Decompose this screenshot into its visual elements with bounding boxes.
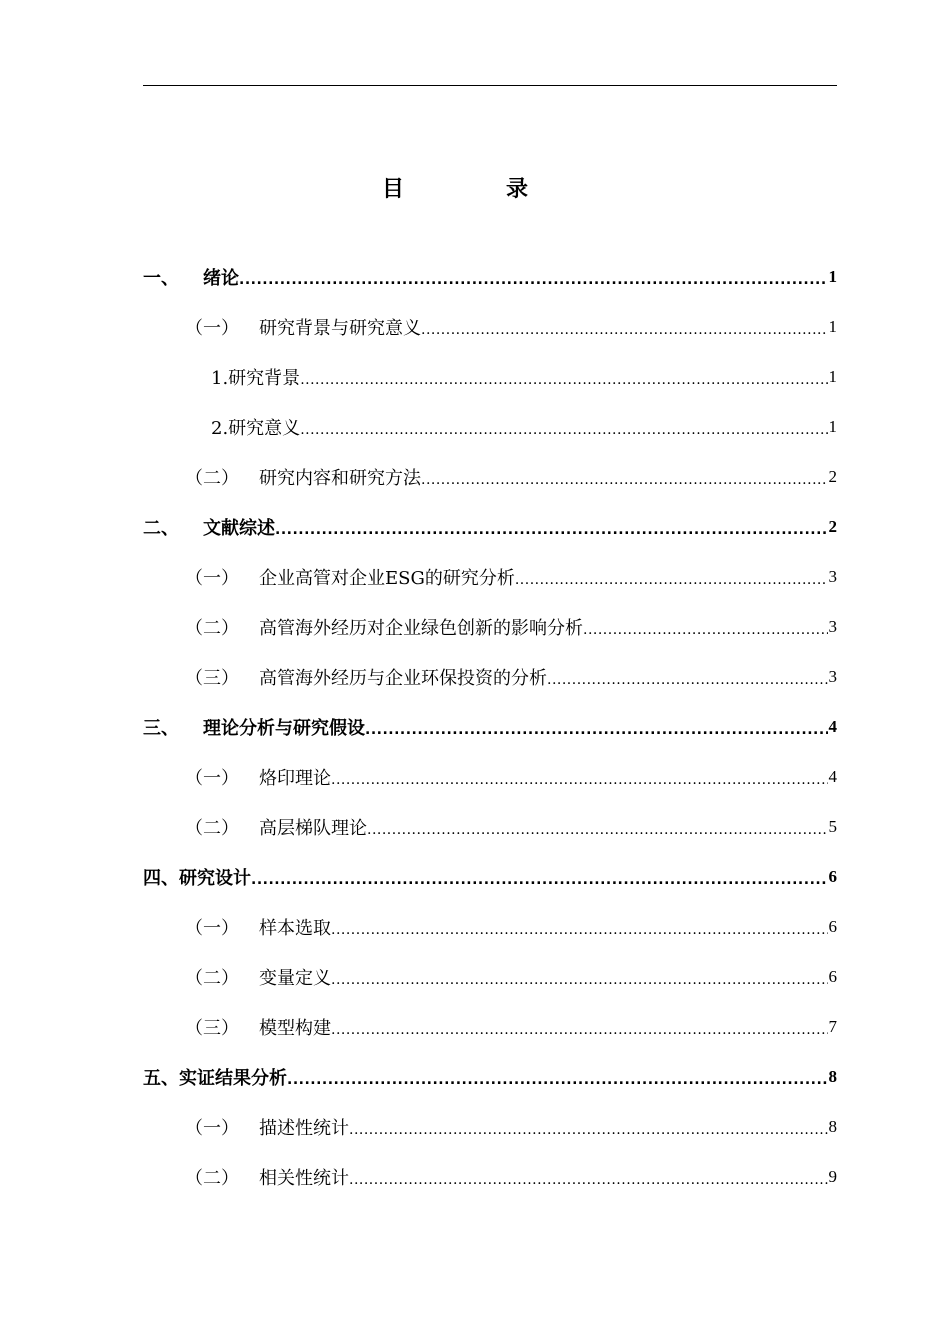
toc-entry[interactable] — [143, 252, 837, 302]
toc-entry-number: 二、 — [143, 518, 179, 539]
toc-entry-number: （二） — [185, 818, 239, 839]
dot-leader — [239, 270, 828, 290]
dot-leader — [331, 770, 828, 790]
toc-entry-page: 7 — [828, 1017, 837, 1036]
dot-leader — [331, 1020, 828, 1040]
toc-entry-number: （三） — [185, 668, 239, 689]
dot-leader — [349, 1120, 828, 1140]
toc-entry-label: 样本选取 — [259, 918, 331, 939]
toc-entry-number: （二） — [185, 618, 239, 639]
toc-entry-page: 5 — [828, 817, 837, 836]
toc-entry-page: 4 — [828, 717, 837, 736]
toc-entry-label: 高管海外经历与企业环保投资的分析 — [259, 668, 547, 689]
toc-entry[interactable] — [143, 902, 837, 952]
toc-entry-page: 6 — [828, 967, 837, 986]
toc-entry[interactable] — [143, 652, 837, 702]
toc-entry[interactable] — [143, 702, 837, 752]
toc-entry-page: 2 — [828, 517, 837, 536]
toc-entry-label: 相关性统计 — [259, 1168, 349, 1189]
toc-entry[interactable] — [143, 502, 837, 552]
toc-entry-label: 描述性统计 — [259, 1118, 349, 1139]
toc-entry-label: 1.研究背景 — [211, 368, 301, 389]
header-rule — [143, 85, 837, 86]
dot-leader — [547, 670, 828, 690]
toc-entry-number: （二） — [185, 1168, 239, 1189]
dot-leader — [349, 1170, 828, 1190]
toc-entry-number: （一） — [185, 568, 239, 589]
toc-entry[interactable] — [143, 802, 837, 852]
dot-leader — [421, 320, 828, 340]
toc-entry-label: 绪论 — [203, 268, 239, 289]
toc-entry[interactable] — [143, 852, 837, 902]
toc-entry-number: 一、 — [143, 268, 179, 289]
toc-entry[interactable] — [143, 1052, 837, 1102]
toc-entry-label: 2.研究意义 — [211, 418, 301, 439]
toc-entry[interactable] — [143, 1152, 837, 1202]
dot-leader — [287, 1070, 828, 1090]
toc-entry-page: 4 — [828, 767, 837, 786]
toc-entry-page: 1 — [828, 267, 837, 286]
toc-entry-page: 2 — [828, 467, 837, 486]
toc-entry-label: 理论分析与研究假设 — [203, 718, 365, 739]
dot-leader — [275, 520, 828, 540]
toc-entry-number: （二） — [185, 468, 239, 489]
toc-entry-number: （三） — [185, 1018, 239, 1039]
dot-leader — [367, 820, 828, 840]
toc-entry-page: 3 — [828, 617, 837, 636]
toc-entry-label: 变量定义 — [259, 968, 331, 989]
dot-leader — [300, 370, 827, 390]
toc-entry-label: 研究背景与研究意义 — [259, 318, 421, 339]
dot-leader — [583, 620, 828, 640]
toc-entry-page: 1 — [828, 317, 837, 336]
toc-entry-number: （一） — [185, 1118, 239, 1139]
toc-entry-number: （一） — [185, 768, 239, 789]
toc-entry[interactable] — [143, 552, 837, 602]
toc-entry-label: 高管海外经历对企业绿色创新的影响分析 — [259, 618, 583, 639]
toc-entry-number: 四、 — [143, 868, 179, 889]
toc-entry[interactable] — [143, 402, 837, 452]
table-of-contents — [143, 252, 837, 1202]
toc-entry-page: 3 — [828, 567, 837, 586]
toc-entry-page: 1 — [828, 367, 837, 386]
dot-leader — [515, 570, 828, 590]
toc-entry[interactable] — [143, 1002, 837, 1052]
toc-entry[interactable] — [143, 952, 837, 1002]
dot-leader — [421, 470, 828, 490]
toc-title: 目 录 — [381, 177, 568, 202]
toc-entry-label: 烙印理论 — [259, 768, 331, 789]
toc-entry[interactable] — [143, 752, 837, 802]
dot-leader — [331, 920, 828, 940]
toc-entry-number: （一） — [185, 318, 239, 339]
toc-entry[interactable] — [143, 1102, 837, 1152]
toc-entry-number: 五、 — [143, 1068, 179, 1089]
toc-entry[interactable] — [143, 452, 837, 502]
dot-leader — [365, 720, 828, 740]
toc-entry-label: 研究内容和研究方法 — [259, 468, 421, 489]
toc-entry-number: （二） — [185, 968, 239, 989]
toc-entry-page: 6 — [828, 867, 837, 886]
toc-entry-page: 1 — [828, 417, 837, 436]
toc-entry-label: 高层梯队理论 — [259, 818, 367, 839]
toc-entry-label: 企业高管对企业ESG的研究分析 — [259, 568, 515, 589]
dot-leader — [331, 970, 828, 990]
toc-entry-label: 研究设计 — [179, 868, 251, 889]
toc-entry-page: 6 — [828, 917, 837, 936]
toc-entry-label: 文献综述 — [203, 518, 275, 539]
toc-entry-label: 模型构建 — [259, 1018, 331, 1039]
toc-entry-page: 8 — [828, 1117, 837, 1136]
toc-entry-page: 9 — [828, 1167, 837, 1186]
dot-leader — [251, 870, 828, 890]
toc-entry-page: 3 — [828, 667, 837, 686]
toc-entry[interactable] — [143, 302, 837, 352]
dot-leader — [300, 420, 827, 440]
toc-entry-number: 三、 — [143, 718, 179, 739]
toc-entry[interactable] — [143, 352, 837, 402]
toc-entry-page: 8 — [828, 1067, 837, 1086]
toc-entry-number: （一） — [185, 918, 239, 939]
toc-entry[interactable] — [143, 602, 837, 652]
toc-entry-label: 实证结果分析 — [179, 1068, 287, 1089]
